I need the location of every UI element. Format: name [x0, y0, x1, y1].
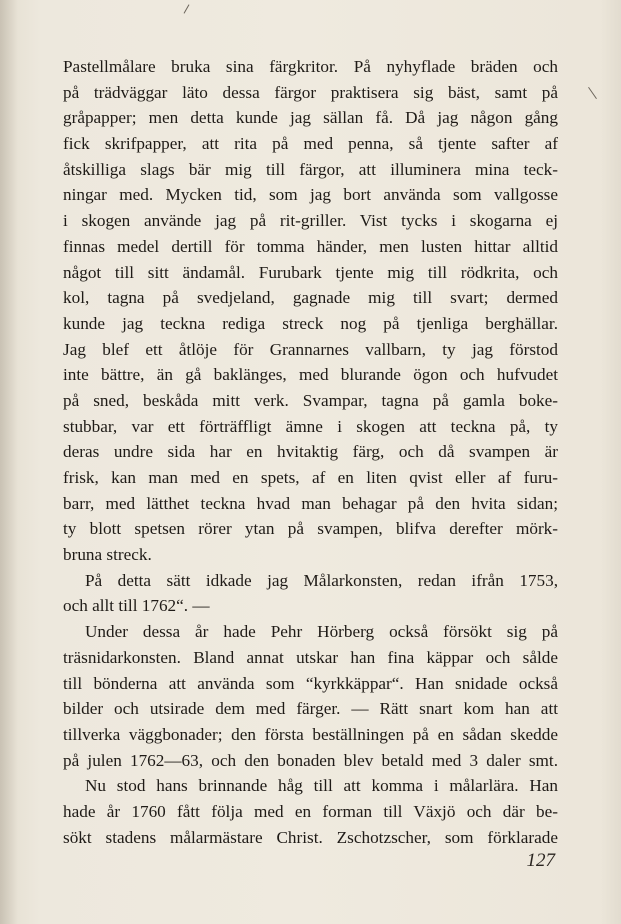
text-line: något till sitt ändamål. Furubark tjente mig till rödkrita, och: [63, 262, 558, 282]
page-gutter-shadow: [0, 0, 18, 924]
text-line: Pastellmålare bruka sina färgkritor. På nyhyflade bräden och: [63, 57, 558, 76]
text-line: till bönderna att använda som “kyrkkäppar“. Han snidade också: [63, 673, 558, 693]
text-line: på trädväggar läto dessa färgor praktisera sig bäst, samt på: [63, 82, 558, 102]
body-text: [63, 54, 558, 850]
text-line: bilder och utsirade dem med färger. — Rätt snart kom han att: [63, 699, 558, 719]
text-line: På detta sätt idkade jag Målarkonsten, redan ifrån 1753,: [85, 570, 558, 590]
text-line: Jag blef ett åtlöje för Grannarnes vallbarn, ty jag förstod: [63, 339, 558, 359]
text-line: ty blott spetsen rörer ytan på svampen, blifva derefter mörk-: [63, 519, 558, 539]
text-line: kol, tagna på svedjeland, gagnade mig till svart; dermed: [63, 288, 558, 308]
text-line: barr, med lätthet teckna hvad man behagar på den hvita sidan;: [63, 493, 558, 513]
page-number: 127: [526, 850, 555, 871]
text-line: Under dessa år hade Pehr Hörberg också försökt sig på: [85, 622, 558, 642]
text-line: på julen 1762—63, och den bonaden blev betald med 3 daler smt.: [63, 750, 558, 770]
text-line: bruna streck.: [63, 545, 152, 565]
text-line: träsnidarkonsten. Bland annat utskar han fina käppar och sålde: [63, 647, 558, 667]
text-line: och allt till 1762“. —: [63, 596, 210, 616]
text-line: stubbar, var ett förträffligt ämne i skogen att teckna på, ty: [63, 416, 558, 436]
text-line: tillverka väggbonader; den första beställningen på en sådan skedde: [63, 724, 558, 744]
text-line: ningar med. Mycken tid, som jag bort använda som vallgosse: [63, 185, 558, 205]
text-line: i skogen använde jag på rit-griller. Vist tycks i skogarna ej: [63, 211, 558, 231]
paper-blemish: [588, 87, 597, 99]
paper-blemish: [184, 4, 190, 13]
text-line: gråpapper; men detta kunde jag sällan få. Då jag någon gång: [63, 108, 558, 128]
text-line: finnas medel dertill för tomma händer, men lusten hittar alltid: [63, 236, 558, 256]
text-line: sökt stadens målarmästare Christ. Zschotzscher, som förklarade: [63, 827, 558, 847]
text-line: kunde jag teckna rediga streck nog på tjenliga berghällar.: [63, 313, 558, 333]
text-line: frisk, kan man med en spets, af en liten qvist eller af furu-: [63, 468, 558, 487]
text-line: på sned, beskåda mitt verk. Svampar, tagna på gamla boke-: [63, 390, 558, 410]
text-line: inte bättre, än gå baklänges, med blurande ögon och hufvudet: [63, 365, 558, 385]
text-line: fick skrifpapper, att rita på med penna, så tjente safter af: [63, 134, 558, 154]
text-line: hade år 1760 fått följa med en forman till Växjö och där be-: [63, 801, 558, 821]
text-line: deras undre sida har en hvitaktig färg, och då svampen är: [63, 442, 558, 462]
text-line: Nu stod hans brinnande håg till att komma i målarlära. Han: [85, 776, 558, 796]
text-line: åtskilliga slags bär mig till färgor, att illuminera mina teck-: [63, 159, 558, 179]
